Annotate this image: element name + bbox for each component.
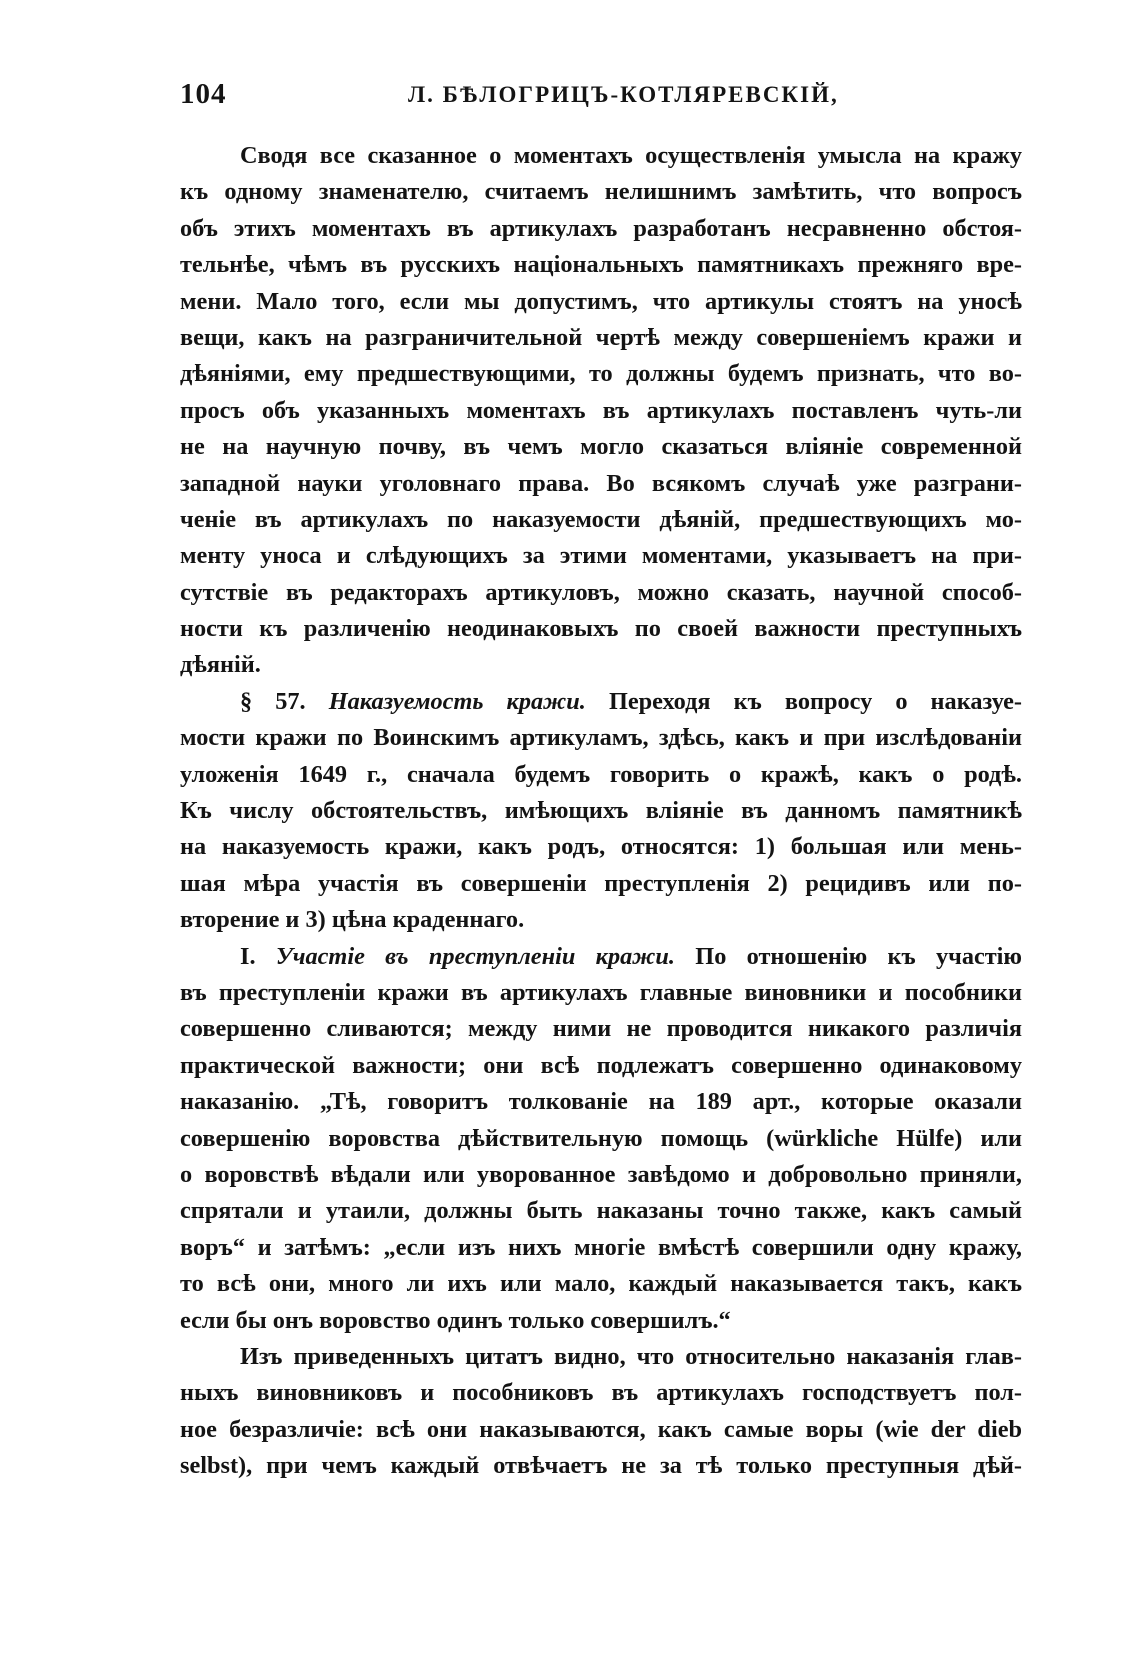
paragraph-section-57 bbox=[180, 684, 1022, 939]
text-fragment: По отношенію къ участію bbox=[695, 942, 1022, 970]
text-line: просъ объ указанныхъ моментахъ въ артикулахъ поставленъ чуть-ли bbox=[180, 396, 1022, 424]
text-line: ности къ различенію неодинаковыхъ по своей важности преступныхъ bbox=[180, 615, 1022, 643]
text-line: сутствіе въ редакторахъ артикуловъ, можно сказать, научной способ- bbox=[180, 578, 1022, 606]
text-fragment: Переходя къ вопросу о наказуе- bbox=[608, 687, 1023, 715]
text-line: менту уноса и слѣдующихъ за этими моментами, указываетъ на при- bbox=[180, 542, 1022, 570]
text-line: Изъ приведенныхъ цитатъ видно, что относительно наказанія глав- bbox=[240, 1342, 1022, 1370]
text-line: практической важности; они всѣ подлежатъ совершенно одинаковому bbox=[180, 1051, 1022, 1079]
paragraph-subsection-1 bbox=[180, 939, 1022, 1339]
section-title: Наказуемость кражи. bbox=[328, 687, 586, 715]
section-number: § 57. bbox=[240, 687, 306, 715]
text-line: дѣяній. bbox=[180, 651, 261, 679]
text-line: въ преступленіи кражи въ артикулахъ главные виновники и пособники bbox=[180, 978, 1022, 1006]
text-line: уложенія 1649 г., сначала будемъ говорить о кражѣ, какъ о родѣ. bbox=[180, 760, 1022, 788]
text-line: объ этихъ моментахъ въ артикулахъ разработанъ несравненно обстоя- bbox=[180, 214, 1022, 242]
text-line: Къ числу обстоятельствъ, имѣющихъ вліяніе въ данномъ памятникѣ bbox=[180, 797, 1022, 825]
text-line: то всѣ они, много ли ихъ или мало, каждый наказывается такъ, какъ bbox=[180, 1270, 1022, 1298]
subsection-title: Участіе въ преступленіи кражи. bbox=[275, 942, 675, 970]
text-line: совершенію воровства дѣйствительную помощь (würkliche Hülfe) или bbox=[180, 1124, 1022, 1152]
subsection-number: I. bbox=[240, 942, 256, 970]
text-line: шая мѣра участія въ совершеніи преступленія 2) рецидивъ или по- bbox=[180, 869, 1022, 897]
text-line: ное безразличіе: всѣ они наказываются, какъ самые воры (wie der dieb bbox=[180, 1415, 1022, 1443]
text-line: на наказуемость кражи, какъ родъ, относятся: 1) большая или мень- bbox=[180, 833, 1022, 861]
text-line: вторение и 3) цѣна краденнаго. bbox=[180, 906, 525, 934]
running-title: Л. БѢЛОГРИЦЪ-КОТЛЯРЕВСКІЙ, bbox=[408, 82, 839, 107]
text-line: selbst), при чемъ каждый отвѣчаетъ не за тѣ только преступныя дѣй- bbox=[180, 1452, 1022, 1480]
paragraph bbox=[180, 1339, 1022, 1485]
text-line: о воровствѣ вѣдали или уворованное завѣдомо и добровольно приняли, bbox=[180, 1160, 1022, 1188]
text-line: западной науки уголовнаго права. Во всякомъ случаѣ уже разграни- bbox=[180, 469, 1022, 497]
text-line: дѣяніями, ему предшествующими, то должны будемъ признать, что во- bbox=[180, 360, 1022, 388]
text-line-with-heading bbox=[180, 684, 1022, 720]
body-text bbox=[180, 138, 1022, 1484]
text-line: не на научную почву, въ чемъ могло сказаться вліяніе современной bbox=[180, 433, 1022, 461]
text-line: совершенно сливаются; между ними не проводится никакого различія bbox=[180, 1015, 1022, 1043]
text-line: мени. Мало того, если мы допустимъ, что артикулы стоятъ на уносѣ bbox=[180, 287, 1022, 315]
text-line: ченіе въ артикулахъ по наказуемости дѣяній, предшествующихъ мо- bbox=[180, 505, 1022, 533]
running-head bbox=[180, 78, 1020, 118]
text-line: вещи, какъ на разграничительной чертѣ между совершеніемъ кражи и bbox=[180, 323, 1022, 351]
text-line: если бы онъ воровство одинъ только совершилъ.“ bbox=[180, 1306, 731, 1334]
text-line: къ одному знаменателю, считаемъ нелишнимъ замѣтить, что вопросъ bbox=[180, 178, 1022, 206]
text-line: Сводя все сказанное о моментахъ осуществленія умысла на кражу bbox=[240, 142, 1022, 169]
paragraph bbox=[180, 138, 1022, 684]
text-line: воръ“ и затѣмъ: „если изъ нихъ многіе вмѣстѣ совершили одну кражу, bbox=[180, 1233, 1022, 1261]
text-line: ныхъ виновниковъ и пособниковъ въ артикулахъ господствуетъ пол- bbox=[180, 1379, 1022, 1407]
text-line: тельнѣе, чѣмъ въ русскихъ національныхъ памятникахъ прежняго вре- bbox=[180, 251, 1022, 279]
text-line: спрятали и утаили, должны быть наказаны точно также, какъ самый bbox=[180, 1197, 1022, 1225]
text-line: наказанію. „Тѣ, говоритъ толкованіе на 189 арт., которые оказали bbox=[180, 1088, 1022, 1116]
text-line: мости кражи по Воинскимъ артикуламъ, здѣсь, какъ и при изслѣдованіи bbox=[180, 724, 1022, 752]
text-line-with-heading bbox=[180, 939, 1022, 975]
page-number: 104 bbox=[180, 78, 227, 110]
